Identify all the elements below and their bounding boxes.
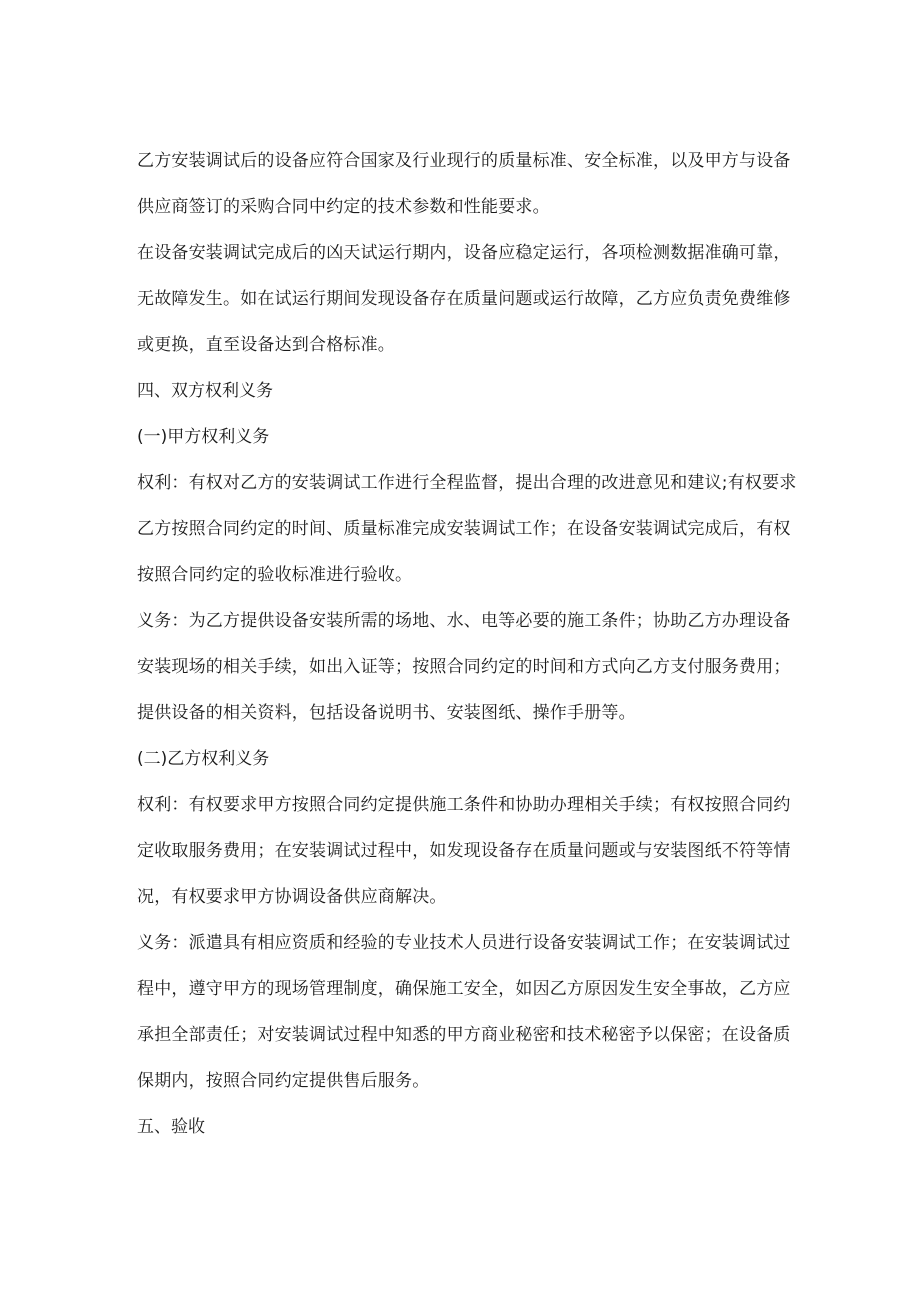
paragraph-line: 义务：派遣具有相应资质和经验的专业技术人员进行设备安装调试工作；在安装调试过 xyxy=(137,933,791,953)
section-heading: 四、双方权利义务 xyxy=(137,381,273,401)
paragraph-line: 乙方安装调试后的设备应符合国家及行业现行的质量标准、安全标准，以及甲方与设备 xyxy=(137,151,791,171)
section-heading: 五、验收 xyxy=(137,1117,205,1137)
paragraph-line: 按照合同约定的验收标准进行验收。 xyxy=(137,565,413,585)
paragraph-line: 安装现场的相关手续，如出入证等；按照合同约定的时间和方式向乙方支付服务费用； xyxy=(137,657,791,677)
paragraph-line: 在设备安装调试完成后的凶天试运行期内，设备应稳定运行，各项检测数据准确可靠， xyxy=(137,243,791,263)
paragraph-line: 权利：有权要求甲方按照合同约定提供施工条件和协助办理相关手续；有权按照合同约 xyxy=(137,795,791,815)
paragraph-line: 提供设备的相关资料，包括设备说明书、安装图纸、操作手册等。 xyxy=(137,703,636,723)
paragraph-line: 供应商签订的采购合同中约定的技术参数和性能要求。 xyxy=(137,197,550,217)
paragraph-line: 保期内，按照合同约定提供售后服务。 xyxy=(137,1071,430,1091)
paragraph-line: 承担全部责任；对安装调试过程中知悉的甲方商业秘密和技术秘密予以保密；在设备质 xyxy=(137,1025,791,1045)
paragraph-line: 定收取服务费用；在安装调试过程中，如发现设备存在质量问题或与安装图纸不符等情 xyxy=(137,841,791,861)
paragraph-line: 况，有权要求甲方协调设备供应商解决。 xyxy=(137,887,447,907)
paragraph-line: 义务：为乙方提供设备安装所需的场地、水、电等必要的施工条件；协助乙方办理设备 xyxy=(137,611,791,631)
paragraph-line: 权利：有权对乙方的安装调试工作进行全程监督，提出合理的改进意见和建议;有权要求 xyxy=(137,473,797,493)
paragraph-line: 程中，遵守甲方的现场管理制度，确保施工安全，如因乙方原因发生安全事故，乙方应 xyxy=(137,979,791,999)
subsection-heading: (一)甲方权利义务 xyxy=(137,427,270,447)
paragraph-line: 或更换，直至设备达到合格标准。 xyxy=(137,335,395,355)
paragraph-line: 乙方按照合同约定的时间、质量标准完成安装调试工作；在设备安装调试完成后，有权 xyxy=(137,519,791,539)
document-page xyxy=(137,138,797,1150)
subsection-heading: (二)乙方权利义务 xyxy=(137,749,270,769)
paragraph-line: 无故障发生。如在试运行期间发现设备存在质量问题或运行故障，乙方应负责免费维修 xyxy=(137,289,791,309)
